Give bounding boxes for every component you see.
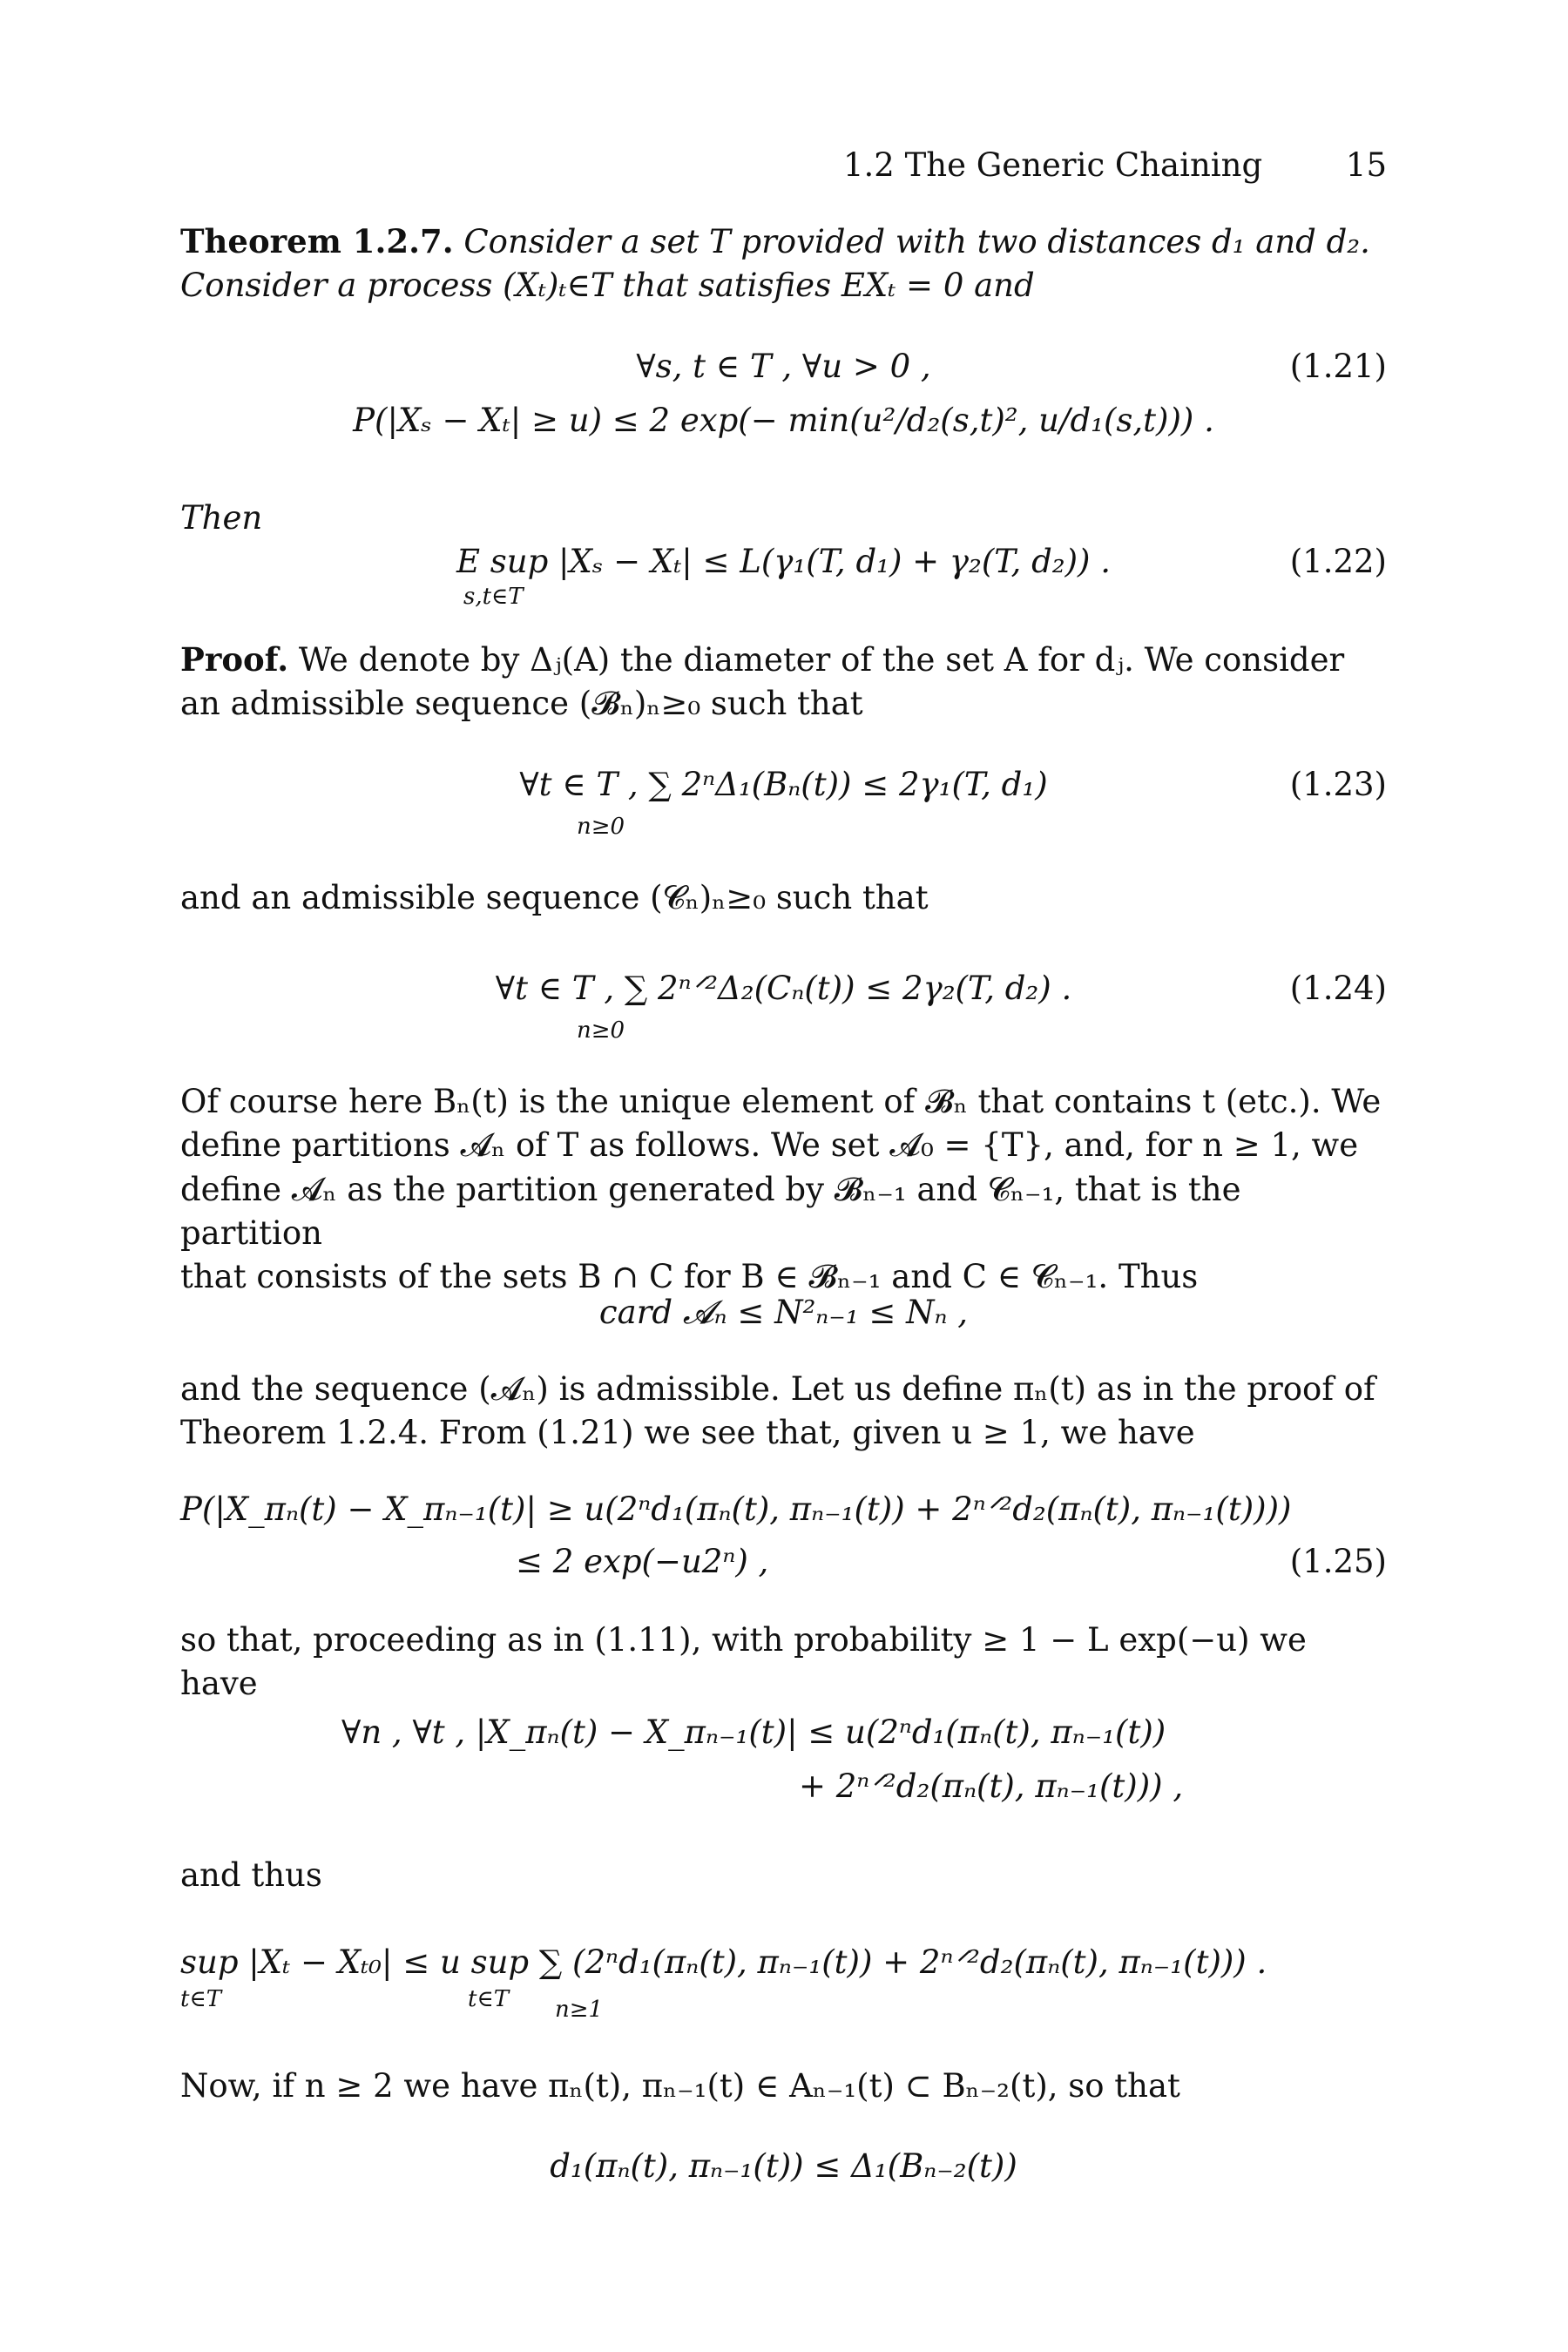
- partitions-line1: Of course here Bₙ(t) is the unique element of 𝓑ₙ that contains t (etc.). We: [180, 1083, 1382, 1120]
- theorem-text-line2: Consider a process (Xₜ)ₜ∈T that satisfies EXₜ = 0 and: [180, 267, 1035, 305]
- admissible-line2: Theorem 1.2.4. From (1.21) we see that, given u ≥ 1, we have: [180, 1414, 1195, 1452]
- eq121-line1: ∀s, t ∈ T , ∀u > 0 ,: [636, 348, 931, 385]
- para-admissible: [180, 1368, 1387, 1456]
- then-label: Then: [180, 499, 263, 537]
- eq-number-1-24: (1.24): [1289, 970, 1387, 1007]
- partitions-line4: that consists of the sets B ∩ C for B ∈ 𝓑ₙ₋₁ and C ∈ 𝓒ₙ₋₁. Thus: [180, 1258, 1199, 1296]
- eq122-formula: E sup |Xₛ − Xₜ| ≤ L(γ₁(T, d₁) + γ₂(T, d₂)) .: [456, 543, 1111, 580]
- eq123-subscript: n≥0: [577, 814, 625, 840]
- proof-line1: We denote by Δⱼ(A) the diameter of the set A for dⱼ. We consider: [298, 641, 1345, 679]
- eq-number-1-21: (1.21): [1289, 348, 1387, 385]
- equation-1-22: [180, 540, 1387, 584]
- theorem-statement: [180, 220, 1387, 308]
- theorem-label: Theorem 1.2.7.: [180, 222, 454, 260]
- equation-1-25-line2: [516, 1540, 1387, 1584]
- running-header: [180, 146, 1387, 184]
- equation-1-23: [180, 763, 1387, 807]
- partitions-line2: define partitions 𝓐ₙ of T as follows. We set 𝓐₀ = {T}, and, for n ≥ 1, we: [180, 1126, 1359, 1165]
- eq124-formula: ∀t ∈ T , ∑ 2ⁿᐟ²Δ₂(Cₙ(t)) ≤ 2γ₂(T, d₂) .: [495, 970, 1072, 1007]
- admissible-line1: and the sequence (𝓐ₙ) is admissible. Let us define πₙ(t) as in the proof of: [180, 1370, 1375, 1408]
- proof-label: Proof.: [180, 640, 289, 679]
- equation-1-24: [180, 967, 1387, 1010]
- eq124-subscript: n≥0: [577, 1017, 625, 1044]
- equation-last: d₁(πₙ(t), πₙ₋₁(t)) ≤ Δ₁(Bₙ₋₂(t)): [550, 2147, 1017, 2185]
- eq125-line2: ≤ 2 exp(−u2ⁿ) ,: [516, 1543, 769, 1580]
- eq122-subscript: s,t∈T: [463, 584, 524, 610]
- eq-sup-sub3: n≥1: [555, 1997, 604, 2023]
- partitions-line3: define 𝓐ₙ as the partition generated by 𝓑ₙ₋₁ and 𝓒ₙ₋₁, that is the partition: [180, 1170, 1241, 1252]
- theorem-text-line1: Consider a set T provided with two distances d₁ and d₂.: [463, 223, 1370, 260]
- para-partitions: [180, 1080, 1387, 1300]
- eq-number-1-22: (1.22): [1289, 543, 1387, 580]
- equation-1-25-line1: P(|X_πₙ(t) − X_πₙ₋₁(t)| ≥ u(2ⁿd₁(πₙ(t), πₙ₋₁(t)) + 2ⁿᐟ²d₂(πₙ(t), πₙ₋₁(t)))): [180, 1490, 1292, 1528]
- proof-paragraph: [180, 638, 1387, 727]
- eq-sup-sub2: t∈T: [468, 1986, 510, 2012]
- para-proceeding: so that, proceeding as in (1.11), with probability ≥ 1 − L exp(−u) we have: [180, 1621, 1307, 1703]
- page-number: 15: [1345, 146, 1387, 184]
- equation-card: card 𝓐ₙ ≤ N²ₙ₋₁ ≤ Nₙ ,: [598, 1294, 969, 1331]
- equation-forall-line2: + 2ⁿᐟ²d₂(πₙ(t), πₙ₋₁(t))) ,: [799, 1767, 1184, 1805]
- eq-number-1-23: (1.23): [1289, 766, 1387, 803]
- para-now: Now, if n ≥ 2 we have πₙ(t), πₙ₋₁(t) ∈ Aₙ₋₁(t) ⊂ Bₙ₋₂(t), so that: [180, 2067, 1180, 2105]
- section-title: 1.2 The Generic Chaining: [842, 146, 1263, 184]
- equation-1-21-line1: [180, 345, 1387, 389]
- equation-forall-line1: ∀n , ∀t , |X_πₙ(t) − X_πₙ₋₁(t)| ≤ u(2ⁿd₁(πₙ(t), πₙ₋₁(t)): [341, 1713, 1166, 1751]
- para-cn: and an admissible sequence (𝓒ₙ)ₙ≥₀ such that: [180, 879, 929, 916]
- equation-1-21-line2: [180, 399, 1387, 443]
- and-thus: and thus: [180, 1856, 322, 1894]
- eq123-formula: ∀t ∈ T , ∑ 2ⁿΔ₁(Bₙ(t)) ≤ 2γ₁(T, d₁): [519, 766, 1048, 803]
- eq121-line2: P(|Xₛ − Xₜ| ≥ u) ≤ 2 exp(− min(u²/d₂(s,t)², u/d₁(s,t))) .: [353, 402, 1214, 439]
- eq-number-1-25: (1.25): [1289, 1543, 1387, 1580]
- equation-sup: sup |Xₜ − Xₜ₀| ≤ u sup ∑ (2ⁿd₁(πₙ(t), πₙ₋₁(t)) + 2ⁿᐟ²d₂(πₙ(t), πₙ₋₁(t))) .: [180, 1943, 1267, 1981]
- proof-line2: an admissible sequence (𝓑ₙ)ₙ≥₀ such that: [180, 685, 863, 723]
- eq-sup-sub1: t∈T: [180, 1986, 222, 2012]
